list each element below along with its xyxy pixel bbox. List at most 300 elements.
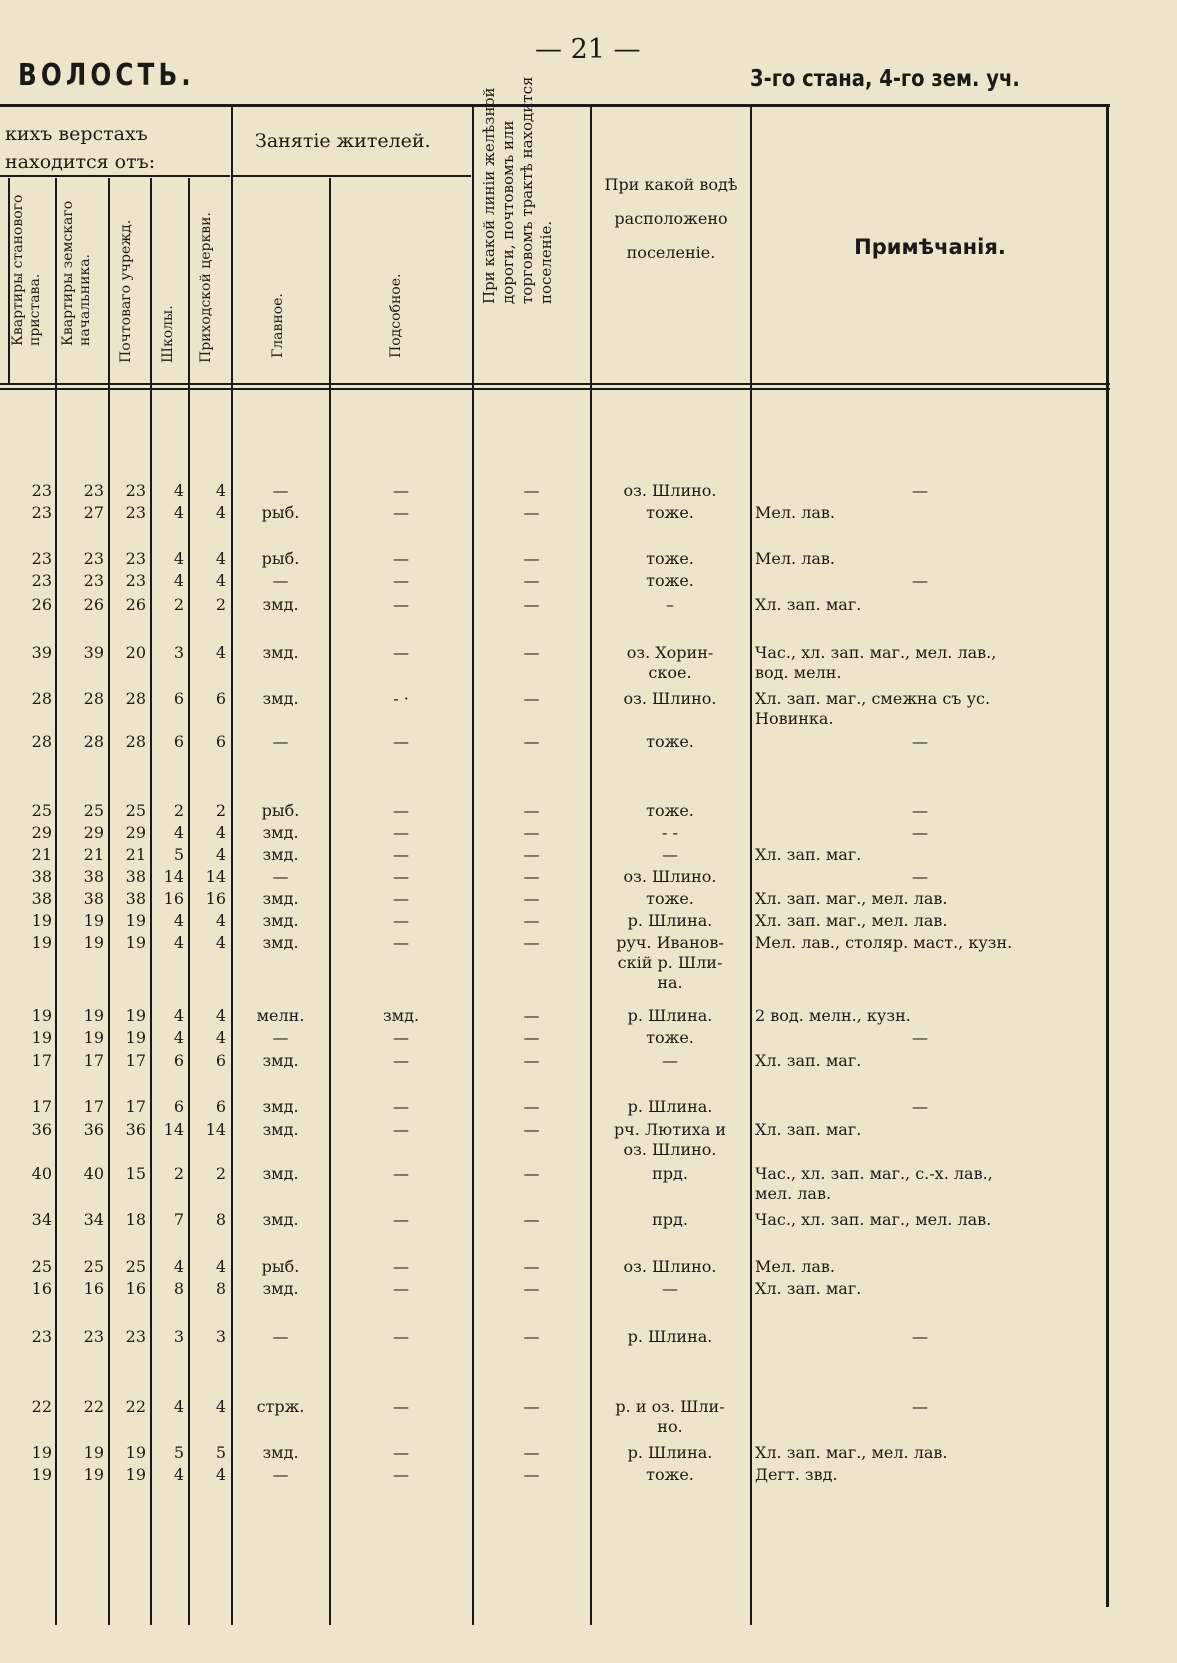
railway-cell: — — [523, 1279, 540, 1298]
main-occupation-cell: рыб. — [261, 1257, 300, 1276]
distance-cell: 22 — [31, 1397, 52, 1416]
distance-cell: 4 — [215, 1397, 226, 1416]
aux-occupation-cell: — — [393, 1279, 409, 1298]
distance-cell: 4 — [215, 643, 226, 662]
main-occupation-cell: змд. — [262, 911, 299, 930]
notes-cell: Хл. зап. маг., мел. лав. — [755, 911, 948, 930]
main-occupation-cell: змд. — [262, 823, 299, 842]
aux-occupation-cell: — — [393, 595, 409, 614]
distance-cell: 17 — [83, 1097, 104, 1116]
distance-cell: 19 — [125, 1028, 146, 1047]
distance-cell: 25 — [31, 801, 52, 820]
notes-cell: — — [912, 801, 928, 820]
railway-cell: — — [523, 1210, 540, 1229]
railway-cell: — — [523, 845, 540, 864]
main-occupation-cell: змд. — [262, 1164, 299, 1183]
distance-cell: 40 — [31, 1164, 52, 1183]
railway-cell: — — [523, 481, 540, 500]
distance-cell: 4 — [215, 1028, 226, 1047]
distance-cell: 3 — [215, 1327, 226, 1346]
distance-cell: 2 — [173, 1164, 184, 1183]
notes-cell: — — [912, 1097, 928, 1116]
main-occupation-cell: — — [272, 1465, 289, 1484]
water-cell: — — [662, 845, 678, 864]
distance-cell: 4 — [215, 911, 226, 930]
distance-cell: 23 — [125, 503, 146, 522]
distance-cell: 18 — [125, 1210, 146, 1229]
district-label: 3-го стана, 4-го зем. уч. — [750, 66, 1020, 92]
notes-cell: Хл. зап. маг. — [755, 1051, 862, 1070]
notes-cell: — — [912, 867, 928, 886]
water-cell: тоже. — [646, 503, 694, 522]
distance-cell: 16 — [31, 1279, 52, 1298]
distance-cell: 34 — [31, 1210, 52, 1229]
notes-cell: — — [912, 1397, 928, 1416]
distance-cell: 17 — [125, 1051, 146, 1070]
distance-cell: 17 — [31, 1051, 52, 1070]
distance-cell: 23 — [31, 481, 52, 500]
water-cell: тоже. — [646, 801, 694, 820]
distance-cell: 29 — [83, 823, 104, 842]
water-cell: — — [662, 1279, 678, 1298]
water-cell: р. Шлина. — [627, 1327, 713, 1346]
distance-cell: 7 — [173, 1210, 184, 1229]
distance-cell: 38 — [31, 867, 52, 886]
aux-occupation-cell: — — [393, 1028, 409, 1047]
notes-cell: — — [912, 1327, 928, 1346]
distance-cell: 6 — [173, 689, 184, 708]
distance-cell: 38 — [125, 867, 146, 886]
distance-cell: 25 — [125, 1257, 146, 1276]
main-occupation-cell: змд. — [262, 933, 299, 952]
distance-cell: 25 — [125, 801, 146, 820]
distance-cell: 4 — [173, 1465, 184, 1484]
distance-cell: 4 — [215, 481, 226, 500]
distance-cell: 16 — [83, 1279, 104, 1298]
distance-cell: 26 — [125, 595, 146, 614]
distance-cell: 21 — [83, 845, 104, 864]
distance-cell: 4 — [173, 1257, 184, 1276]
col-header-zemsky — [60, 180, 106, 380]
distance-cell: 38 — [31, 889, 52, 908]
col-header-label: Школы. — [160, 305, 176, 363]
railway-cell: — — [523, 1327, 540, 1346]
distance-cell: 6 — [215, 1097, 226, 1116]
aux-occupation-cell: — — [393, 1465, 409, 1484]
distance-cell: 4 — [215, 823, 226, 842]
distance-group-header: кихъ верстахъ находится отъ: — [5, 123, 156, 173]
distance-cell: 29 — [31, 823, 52, 842]
distance-cell: 19 — [125, 911, 146, 930]
distance-cell: 4 — [173, 933, 184, 952]
railway-cell: — — [523, 1051, 540, 1070]
distance-cell: 3 — [173, 643, 184, 662]
col-header-notes: Примѣчанія. — [854, 235, 1006, 259]
main-occupation-cell: змд. — [262, 689, 299, 708]
aux-occupation-cell: — — [393, 845, 409, 864]
main-occupation-cell: змд. — [262, 1097, 299, 1116]
col-header-school — [160, 180, 186, 380]
distance-cell: 4 — [215, 571, 226, 590]
distance-cell: 28 — [83, 689, 104, 708]
main-occupation-cell: рыб. — [261, 801, 300, 820]
distance-cell: 16 — [163, 889, 184, 908]
distance-cell: 15 — [125, 1164, 146, 1183]
water-cell: оз. Хорин- ское. — [626, 643, 714, 682]
col-header-label: Квартиры станового пристава. — [10, 194, 43, 346]
notes-cell: Мел. лав. — [755, 549, 835, 568]
col-header-post — [118, 180, 148, 380]
aux-occupation-cell: - · — [393, 689, 409, 708]
distance-cell: 25 — [31, 1257, 52, 1276]
distance-cell: 26 — [31, 595, 52, 614]
distance-cell: 23 — [125, 1327, 146, 1346]
distance-cell: 3 — [173, 1327, 184, 1346]
railway-cell: — — [523, 1397, 540, 1416]
notes-cell: Хл. зап. маг., смежна съ ус. Новинка. — [755, 689, 991, 728]
main-occupation-cell: змд. — [262, 595, 299, 614]
main-occupation-cell: — — [272, 481, 289, 500]
water-cell: тоже. — [646, 571, 694, 590]
distance-cell: 2 — [215, 1164, 226, 1183]
distance-cell: 19 — [31, 1443, 52, 1462]
railway-cell: — — [523, 643, 540, 662]
water-cell: прд. — [652, 1164, 688, 1183]
railway-cell: — — [523, 911, 540, 930]
distance-cell: 19 — [31, 1465, 52, 1484]
aux-occupation-cell: — — [393, 823, 409, 842]
main-occupation-cell: змд. — [262, 1120, 299, 1139]
aux-occupation-cell: — — [393, 1164, 409, 1183]
distance-cell: 19 — [125, 1443, 146, 1462]
railway-cell: — — [523, 889, 540, 908]
distance-cell: 4 — [173, 549, 184, 568]
railway-cell: — — [523, 732, 540, 751]
notes-cell: Хл. зап. маг., мел. лав. — [755, 1443, 948, 1462]
main-occupation-cell: — — [272, 1327, 289, 1346]
aux-occupation-cell: — — [393, 1097, 409, 1116]
distance-cell: 4 — [215, 1006, 226, 1025]
distance-cell: 16 — [205, 889, 226, 908]
occupation-group-header: Занятіе жителей. — [255, 130, 431, 152]
distance-cell: 2 — [215, 801, 226, 820]
water-cell: р. Шлина. — [627, 911, 713, 930]
notes-cell: Мел. лав., столяр. маст., кузн. — [755, 933, 1013, 952]
water-cell: оз. Шлино. — [623, 867, 717, 886]
distance-cell: 5 — [173, 1443, 184, 1462]
main-occupation-cell: змд. — [262, 889, 299, 908]
col-header-label: При какой линіи желѣзной дороги, почтовомъ или торговомъ трактѣ находится поселеніе. — [480, 76, 555, 304]
distance-cell: 4 — [173, 1028, 184, 1047]
table-right-border — [1106, 107, 1109, 1607]
distance-cell: 23 — [31, 1327, 52, 1346]
distance-cell: 40 — [83, 1164, 104, 1183]
notes-cell: Мел. лав. — [755, 503, 835, 522]
distance-cell: 8 — [215, 1279, 226, 1298]
section-title: ВОЛОСТЬ. — [18, 58, 195, 93]
distance-cell: 14 — [163, 1120, 184, 1139]
water-cell: прд. — [652, 1210, 688, 1229]
distance-cell: 17 — [125, 1097, 146, 1116]
main-occupation-cell: — — [272, 571, 289, 590]
aux-occupation-cell: — — [393, 1327, 409, 1346]
distance-cell: 36 — [125, 1120, 146, 1139]
distance-cell: 14 — [205, 867, 226, 886]
distance-cell: 17 — [83, 1051, 104, 1070]
notes-cell: Час., хл. зап. маг., мел. лав. — [755, 1210, 992, 1229]
water-cell: тоже. — [646, 549, 694, 568]
notes-cell: Хл. зап. маг. — [755, 1279, 862, 1298]
railway-cell: — — [523, 867, 540, 886]
distance-cell: 39 — [31, 643, 52, 662]
distance-cell: 4 — [215, 1257, 226, 1276]
notes-cell: Хл. зап. маг. — [755, 1120, 862, 1139]
distance-cell: 23 — [31, 503, 52, 522]
distance-cell: 23 — [83, 481, 104, 500]
main-occupation-cell: — — [272, 732, 289, 751]
distance-cell: 19 — [31, 933, 52, 952]
railway-cell: — — [523, 1006, 540, 1025]
distance-cell: 4 — [173, 1397, 184, 1416]
distance-cell: 19 — [31, 911, 52, 930]
distance-cell: 19 — [83, 1465, 104, 1484]
col-header-label: Главное. — [270, 293, 286, 358]
notes-cell: — — [912, 571, 928, 590]
header-bottom-rule — [0, 383, 1110, 385]
notes-cell: Дегт. звд. — [755, 1465, 838, 1484]
aux-occupation-cell: — — [393, 1397, 409, 1416]
col-header-label: Приходской церкви. — [198, 212, 214, 363]
main-occupation-cell: змд. — [262, 845, 299, 864]
distance-cell: 6 — [215, 1051, 226, 1070]
distance-cell: 39 — [83, 643, 104, 662]
col-divider — [750, 107, 752, 1625]
distance-cell: 19 — [83, 911, 104, 930]
aux-occupation-cell: — — [393, 933, 409, 952]
aux-occupation-cell: — — [393, 1443, 409, 1462]
notes-cell: Хл. зап. маг. — [755, 845, 862, 864]
main-occupation-cell: стрж. — [256, 1397, 305, 1416]
distance-cell: 4 — [215, 549, 226, 568]
distance-cell: 20 — [125, 643, 146, 662]
main-occupation-cell: — — [272, 1028, 289, 1047]
railway-cell: — — [523, 1465, 540, 1484]
water-cell: рч. Лютиха и оз. Шлино. — [613, 1120, 727, 1159]
railway-cell: — — [523, 549, 540, 568]
railway-cell: — — [523, 689, 540, 708]
water-cell: р. и оз. Шли- но. — [615, 1397, 725, 1436]
aux-occupation-cell: — — [393, 911, 409, 930]
railway-cell: — — [523, 595, 540, 614]
distance-cell: 28 — [31, 689, 52, 708]
main-occupation-cell: змд. — [262, 1443, 299, 1462]
distance-cell: 6 — [173, 1051, 184, 1070]
main-occupation-cell: змд. — [262, 1279, 299, 1298]
distance-cell: 6 — [215, 732, 226, 751]
distance-cell: 19 — [125, 1465, 146, 1484]
railway-cell: — — [523, 1443, 540, 1462]
main-occupation-cell: змд. — [262, 1051, 299, 1070]
distance-cell: 4 — [215, 845, 226, 864]
water-cell: оз. Шлино. — [623, 689, 717, 708]
aux-occupation-cell: — — [393, 503, 409, 522]
distance-cell: 4 — [215, 933, 226, 952]
water-cell: р. Шлина. — [627, 1443, 713, 1462]
distance-cell: 28 — [125, 732, 146, 751]
distance-cell: 17 — [31, 1097, 52, 1116]
col-header-label: Почтоваго учрежд. — [118, 219, 134, 363]
water-cell: оз. Шлино. — [623, 481, 717, 500]
col-header-aux — [388, 180, 412, 375]
distance-cell: 28 — [125, 689, 146, 708]
distance-cell: 14 — [163, 867, 184, 886]
distance-cell: 22 — [83, 1397, 104, 1416]
distance-cell: 4 — [173, 911, 184, 930]
distance-cell: 38 — [83, 867, 104, 886]
notes-cell: 2 вод. мелн., кузн. — [755, 1006, 911, 1025]
distance-cell: 23 — [31, 571, 52, 590]
distance-cell: 19 — [31, 1006, 52, 1025]
distance-cell: 26 — [83, 595, 104, 614]
distance-cell: 34 — [83, 1210, 104, 1229]
railway-cell: — — [523, 1120, 540, 1139]
distance-cell: 6 — [173, 732, 184, 751]
notes-cell: Мел. лав. — [755, 1257, 835, 1276]
distance-cell: 4 — [173, 503, 184, 522]
aux-occupation-cell: змд. — [382, 1006, 420, 1025]
distance-cell: 4 — [173, 823, 184, 842]
main-occupation-cell: — — [272, 867, 289, 886]
aux-occupation-cell: — — [393, 549, 409, 568]
water-cell: тоже. — [646, 732, 694, 751]
water-cell: тоже. — [646, 889, 694, 908]
col-header-stanovoy — [10, 180, 54, 380]
distance-cell: 23 — [31, 549, 52, 568]
aux-occupation-cell: — — [393, 1120, 409, 1139]
railway-cell: — — [523, 1097, 540, 1116]
distance-cell: 36 — [31, 1120, 52, 1139]
distance-cell: 19 — [83, 1443, 104, 1462]
distance-cell: 25 — [83, 801, 104, 820]
aux-occupation-cell: — — [393, 571, 409, 590]
col-header-label: Квартиры земскаго начальника. — [60, 200, 93, 346]
page-number: — 21 — — [535, 34, 641, 65]
distance-cell: 6 — [173, 1097, 184, 1116]
header-bottom-rule-2 — [0, 388, 1110, 390]
distance-cell: 27 — [83, 503, 104, 522]
aux-occupation-cell: — — [393, 481, 409, 500]
col-header-railway — [480, 76, 580, 380]
aux-occupation-cell: — — [393, 1051, 409, 1070]
distance-cell: 19 — [125, 1006, 146, 1025]
distance-cell: 2 — [173, 801, 184, 820]
water-cell: р. Шлина. — [627, 1097, 713, 1116]
distance-cell: 25 — [83, 1257, 104, 1276]
distance-cell: 14 — [205, 1120, 226, 1139]
distance-cell: 23 — [125, 549, 146, 568]
aux-occupation-cell: — — [393, 732, 409, 751]
aux-occupation-cell: — — [393, 1257, 409, 1276]
distance-cell: 16 — [125, 1279, 146, 1298]
aux-occupation-cell: — — [393, 643, 409, 662]
railway-cell: — — [523, 1257, 540, 1276]
notes-cell: — — [912, 481, 928, 500]
distance-cell: 28 — [31, 732, 52, 751]
distance-cell: 4 — [173, 1006, 184, 1025]
main-occupation-cell: рыб. — [261, 503, 300, 522]
distance-cell: 38 — [83, 889, 104, 908]
distance-cell: 19 — [83, 1028, 104, 1047]
water-cell: — — [662, 1051, 678, 1070]
distance-cell: 5 — [215, 1443, 226, 1462]
notes-cell: — — [912, 1028, 928, 1047]
water-cell: - - — [662, 823, 678, 842]
railway-cell: — — [523, 571, 540, 590]
railway-cell: — — [523, 823, 540, 842]
col-header-water: При какой водѣ расположено поселеніе. — [604, 175, 738, 262]
distance-cell: 5 — [173, 845, 184, 864]
distance-cell: 23 — [83, 549, 104, 568]
col-header-church — [198, 180, 228, 380]
water-cell: р. Шлина. — [627, 1006, 713, 1025]
distance-cell: 29 — [125, 823, 146, 842]
distance-cell: 19 — [31, 1028, 52, 1047]
aux-occupation-cell: — — [393, 1210, 409, 1229]
distance-cell: 23 — [125, 481, 146, 500]
railway-cell: — — [523, 933, 540, 952]
main-occupation-cell: змд. — [262, 643, 299, 662]
distance-cell: 4 — [215, 503, 226, 522]
distance-cell: 21 — [31, 845, 52, 864]
water-cell: руч. Иванов- скій р. Шли- на. — [616, 933, 724, 992]
notes-cell: Час., хл. зап. маг., мел. лав., вод. мелн. — [755, 643, 997, 682]
distance-cell: 23 — [83, 571, 104, 590]
water-cell: оз. Шлино. — [623, 1257, 717, 1276]
occupation-group-rule — [233, 175, 471, 177]
water-cell: тоже. — [646, 1028, 694, 1047]
main-occupation-cell: рыб. — [261, 549, 300, 568]
aux-occupation-cell: — — [393, 867, 409, 886]
distance-cell: 8 — [173, 1279, 184, 1298]
notes-cell: — — [912, 732, 928, 751]
col-divider — [590, 107, 592, 1625]
distance-cell: 4 — [173, 481, 184, 500]
distance-cell: 36 — [83, 1120, 104, 1139]
distance-cell: 8 — [215, 1210, 226, 1229]
col-header-main — [270, 180, 294, 375]
distance-cell: 21 — [125, 845, 146, 864]
col-header-label: Подсобное. — [388, 273, 404, 358]
notes-cell: Час., хл. зап. маг., с.-х. лав., мел. лав. — [755, 1164, 993, 1203]
railway-cell: — — [523, 1164, 540, 1183]
distance-cell: 19 — [83, 933, 104, 952]
distance-cell: 38 — [125, 889, 146, 908]
distance-cell: 23 — [83, 1327, 104, 1346]
water-cell: – — [666, 595, 674, 614]
railway-cell: — — [523, 503, 540, 522]
distance-cell: 23 — [125, 571, 146, 590]
distance-cell: 19 — [125, 933, 146, 952]
distance-cell: 19 — [83, 1006, 104, 1025]
aux-occupation-cell: — — [393, 889, 409, 908]
distance-cell: 2 — [215, 595, 226, 614]
distance-cell: 22 — [125, 1397, 146, 1416]
distance-cell: 6 — [215, 689, 226, 708]
railway-cell: — — [523, 801, 540, 820]
distance-cell: 4 — [173, 571, 184, 590]
aux-occupation-cell: — — [393, 801, 409, 820]
notes-cell: — — [912, 823, 928, 842]
